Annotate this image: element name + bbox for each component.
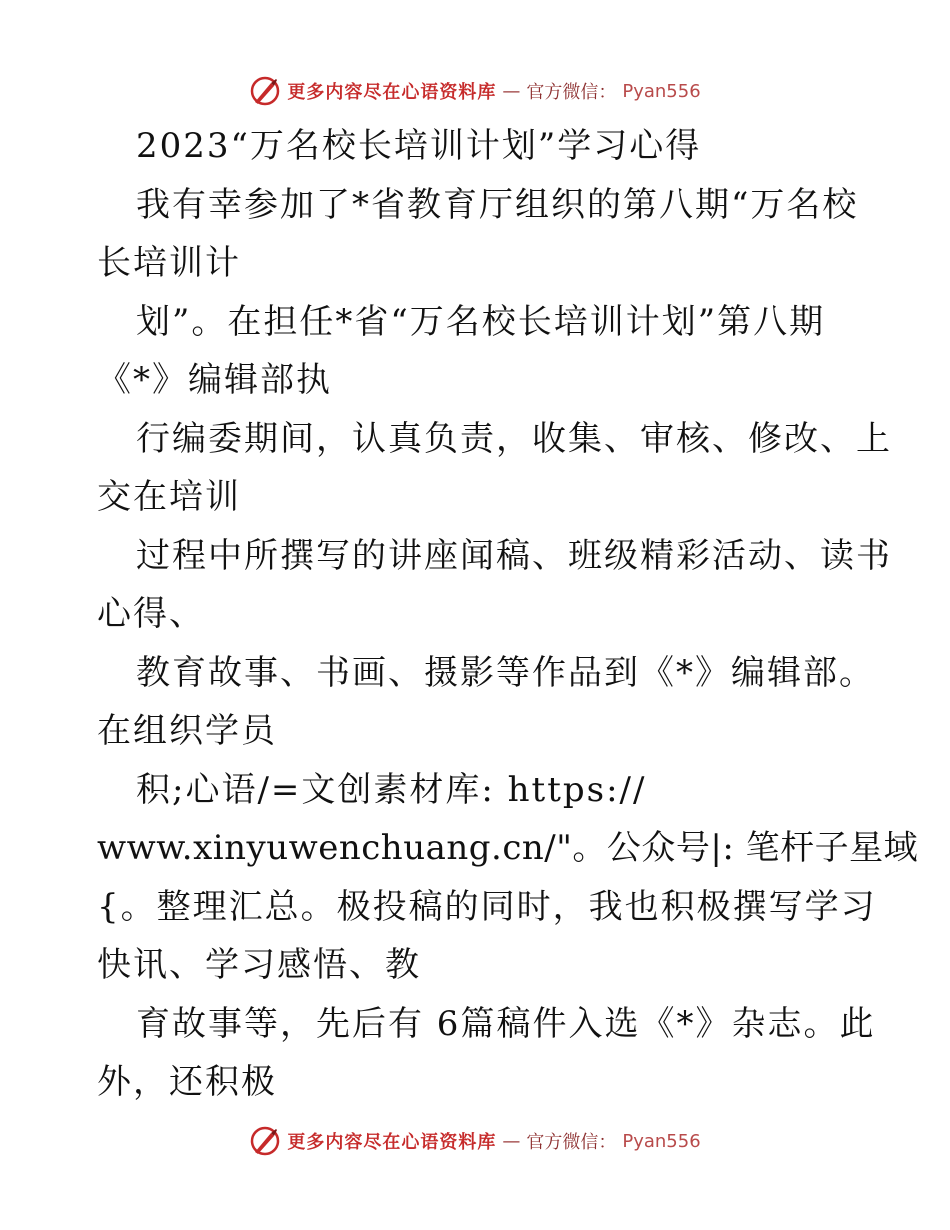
paragraph-line: 交在培训 (97, 477, 241, 517)
banner-main-text: 更多内容尽在心语资料库 (287, 1132, 497, 1153)
paragraph-line: 长培训计 (97, 243, 241, 283)
banner-wechat-label: 官方微信： (526, 1132, 617, 1153)
paragraph-line: 积;心语/=文创素材库: https:// (136, 770, 647, 810)
paragraph-line: 心得、 (97, 594, 205, 634)
header-banner (0, 71, 950, 111)
banner-separator: — (502, 80, 521, 102)
paragraph-line: 《*》编辑部执 (97, 360, 332, 400)
footer-banner (0, 1121, 950, 1161)
quill-pen-logo-icon (249, 1125, 281, 1157)
banner-wechat-label: 官方微信： (526, 82, 617, 103)
paragraph-line: 快讯、学习感悟、教 (97, 945, 421, 985)
banner-main-text: 更多内容尽在心语资料库 (287, 82, 497, 103)
paragraph-line: www.xinyuwenchuang.cn/"。公众号|: 笔杆子星域 (97, 828, 919, 868)
document-title: 2023“万名校长培训计划”学习心得 (136, 126, 702, 166)
quill-pen-logo-icon (249, 75, 281, 107)
paragraph-line: 育故事等，先后有 6篇稿件入选《*》杂志。此 (136, 1004, 876, 1044)
paragraph-line: 行编委期间，认真负责，收集、审核、修改、上 (136, 419, 892, 459)
paragraph-line: 教育故事、书画、摄影等作品到《*》编辑部。 (136, 653, 875, 693)
paragraph-line: 在组织学员 (97, 711, 277, 751)
paragraph-line: 过程中所撰写的讲座闻稿、班级精彩活动、读书 (136, 536, 892, 576)
banner-wechat-id: Pyan556 (622, 1130, 701, 1152)
banner-separator: — (502, 1130, 521, 1152)
paragraph-line: 外，还积极 (97, 1062, 277, 1102)
paragraph-line: 我有幸参加了*省教育厅组织的第八期“万名校 (136, 185, 859, 225)
paragraph-line: 划”。在担任*省“万名校长培训计划”第八期 (136, 302, 826, 342)
banner-wechat-id: Pyan556 (622, 80, 701, 102)
paragraph-line: {。整理汇总。极投稿的同时，我也积极撰写学习 (97, 887, 877, 927)
